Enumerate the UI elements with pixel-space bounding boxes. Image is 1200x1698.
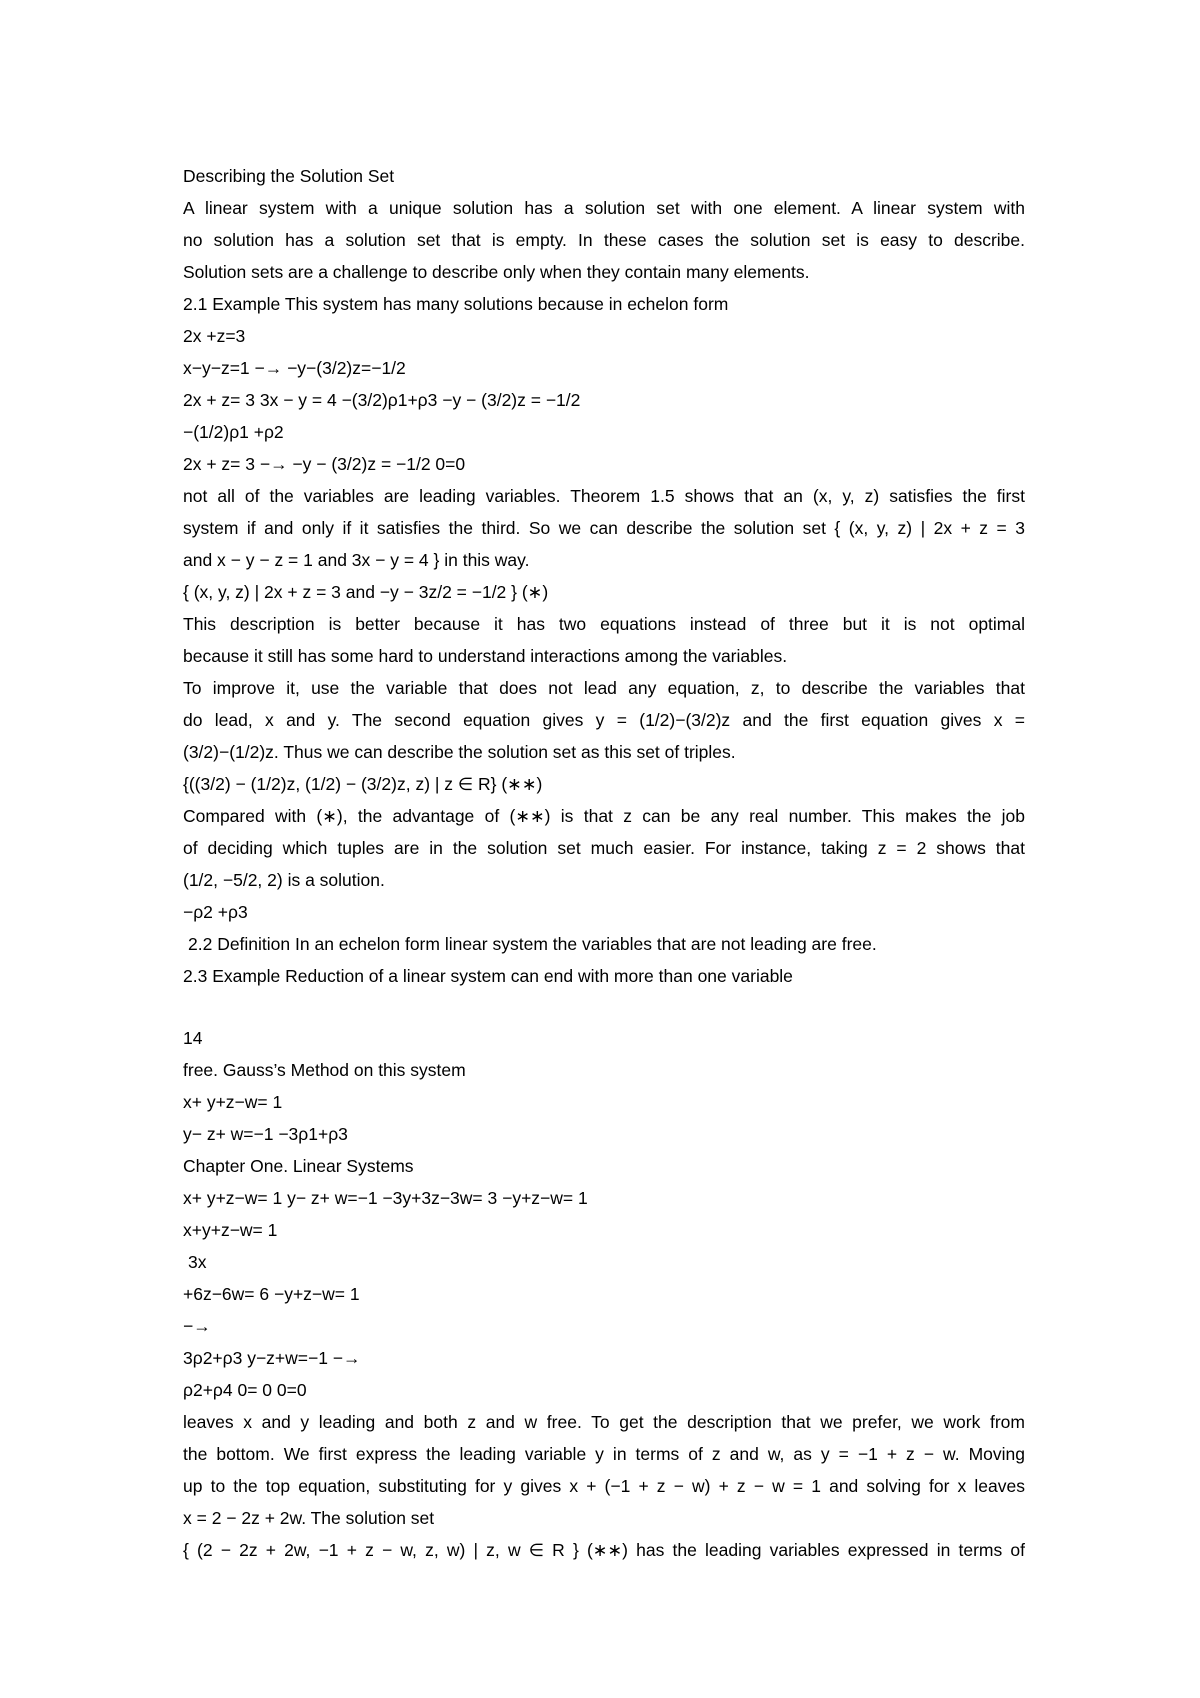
running-header: Chapter One. Linear Systems	[183, 1156, 414, 1176]
equation-line: 2x + z= 3 −→ −y − (3/2)z = −1/2 0=0	[183, 454, 466, 474]
paragraph-line: (3/2)−(1/2)z. Thus we can describe the solution set as this set of triples.	[183, 742, 736, 762]
paragraph-line: (1/2, −5/2, 2) is a solution.	[183, 870, 385, 890]
example-heading: 2.3 Example Reduction of a linear system can end with more than one variable	[183, 966, 793, 986]
paragraph-line: and x − y − z = 1 and 3x − y = 4 } in this way.	[183, 550, 530, 570]
document-body	[183, 160, 1025, 1566]
equation-line: 3x	[188, 1252, 207, 1272]
paragraph-line: do lead, x and y. The second equation gives y = (1/2)−(3/2)z and the first equation gives x =	[183, 710, 1025, 730]
paragraph-line: A linear system with a unique solution has a solution set with one element. A linear system with	[183, 198, 1025, 218]
equation-line: +6z−6w= 6 −y+z−w= 1	[183, 1284, 360, 1304]
paragraph-line: free. Gauss’s Method on this system	[183, 1060, 466, 1080]
section-heading: Describing the Solution Set	[183, 166, 395, 186]
paragraph-line: because it still has some hard to understand interactions among the variables.	[183, 646, 788, 666]
equation-line: ρ2+ρ4 0= 0 0=0	[183, 1380, 307, 1400]
page-number: 14	[183, 1028, 203, 1048]
paragraph-line: x = 2 − 2z + 2w. The solution set	[183, 1508, 435, 1528]
example-heading: 2.1 Example This system has many solutions because in echelon form	[183, 294, 729, 314]
paragraph-line: not all of the variables are leading variables. Theorem 1.5 shows that an (x, y, z) satisfies the first	[183, 486, 1025, 506]
equation-line: −ρ2 +ρ3	[183, 902, 248, 922]
equation-line: x+ y+z−w= 1 y− z+ w=−1 −3y+3z−3w= 3 −y+z−w= 1	[183, 1188, 588, 1208]
equation-line: −(1/2)ρ1 +ρ2	[183, 422, 284, 442]
paragraph-line: To improve it, use the variable that does not lead any equation, z, to describe the variables that	[183, 678, 1025, 698]
blank-line	[183, 992, 1025, 1022]
equation-line: 3ρ2+ρ3 y−z+w=−1 −→	[183, 1348, 361, 1368]
equation-line: { (x, y, z) | 2x + z = 3 and −y − 3z/2 = −1/2 } (∗)	[183, 582, 549, 602]
paragraph-line: This description is better because it has two equations instead of three but it is not optimal	[183, 614, 1025, 634]
definition-line: 2.2 Definition In an echelon form linear system the variables that are not leading are free.	[188, 934, 877, 954]
paragraph-line: no solution has a solution set that is empty. In these cases the solution set is easy to describe.	[183, 230, 1025, 250]
paragraph-line: system if and only if it satisfies the third. So we can describe the solution set { (x, y, z) | 2x + z = 3	[183, 518, 1025, 538]
paragraph-line: up to the top equation, substituting for y gives x + (−1 + z − w) + z − w = 1 and solving for x leaves	[183, 1476, 1025, 1496]
equation-line: −→	[183, 1316, 211, 1336]
equation-line: x+y+z−w= 1	[183, 1220, 278, 1240]
equation-line: y− z+ w=−1 −3ρ1+ρ3	[183, 1124, 348, 1144]
paragraph-line: Compared with (∗), the advantage of (∗∗) is that z can be any real number. This makes the job	[183, 806, 1025, 826]
paragraph-line: Solution sets are a challenge to describe only when they contain many elements.	[183, 262, 810, 282]
equation-line: x−y−z=1 −→ −y−(3/2)z=−1/2	[183, 358, 406, 378]
equation-line: 2x +z=3	[183, 326, 246, 346]
paragraph-line: the bottom. We first express the leading variable y in terms of z and w, as y = −1 + z − w. Moving	[183, 1444, 1025, 1464]
paragraph-line: { (2 − 2z + 2w, −1 + z − w, z, w) | z, w ∈ R } (∗∗) has the leading variables expressed in terms of	[183, 1540, 1025, 1560]
paragraph-line: of deciding which tuples are in the solution set much easier. For instance, taking z = 2 shows that	[183, 838, 1025, 858]
paragraph-line: leaves x and y leading and both z and w free. To get the description that we prefer, we work from	[183, 1412, 1025, 1432]
equation-line: 2x + z= 3 3x − y = 4 −(3/2)ρ1+ρ3 −y − (3/2)z = −1/2	[183, 390, 581, 410]
equation-line: {((3/2) − (1/2)z, (1/2) − (3/2)z, z) | z ∈ R} (∗∗)	[183, 774, 543, 794]
equation-line: x+ y+z−w= 1	[183, 1092, 283, 1112]
